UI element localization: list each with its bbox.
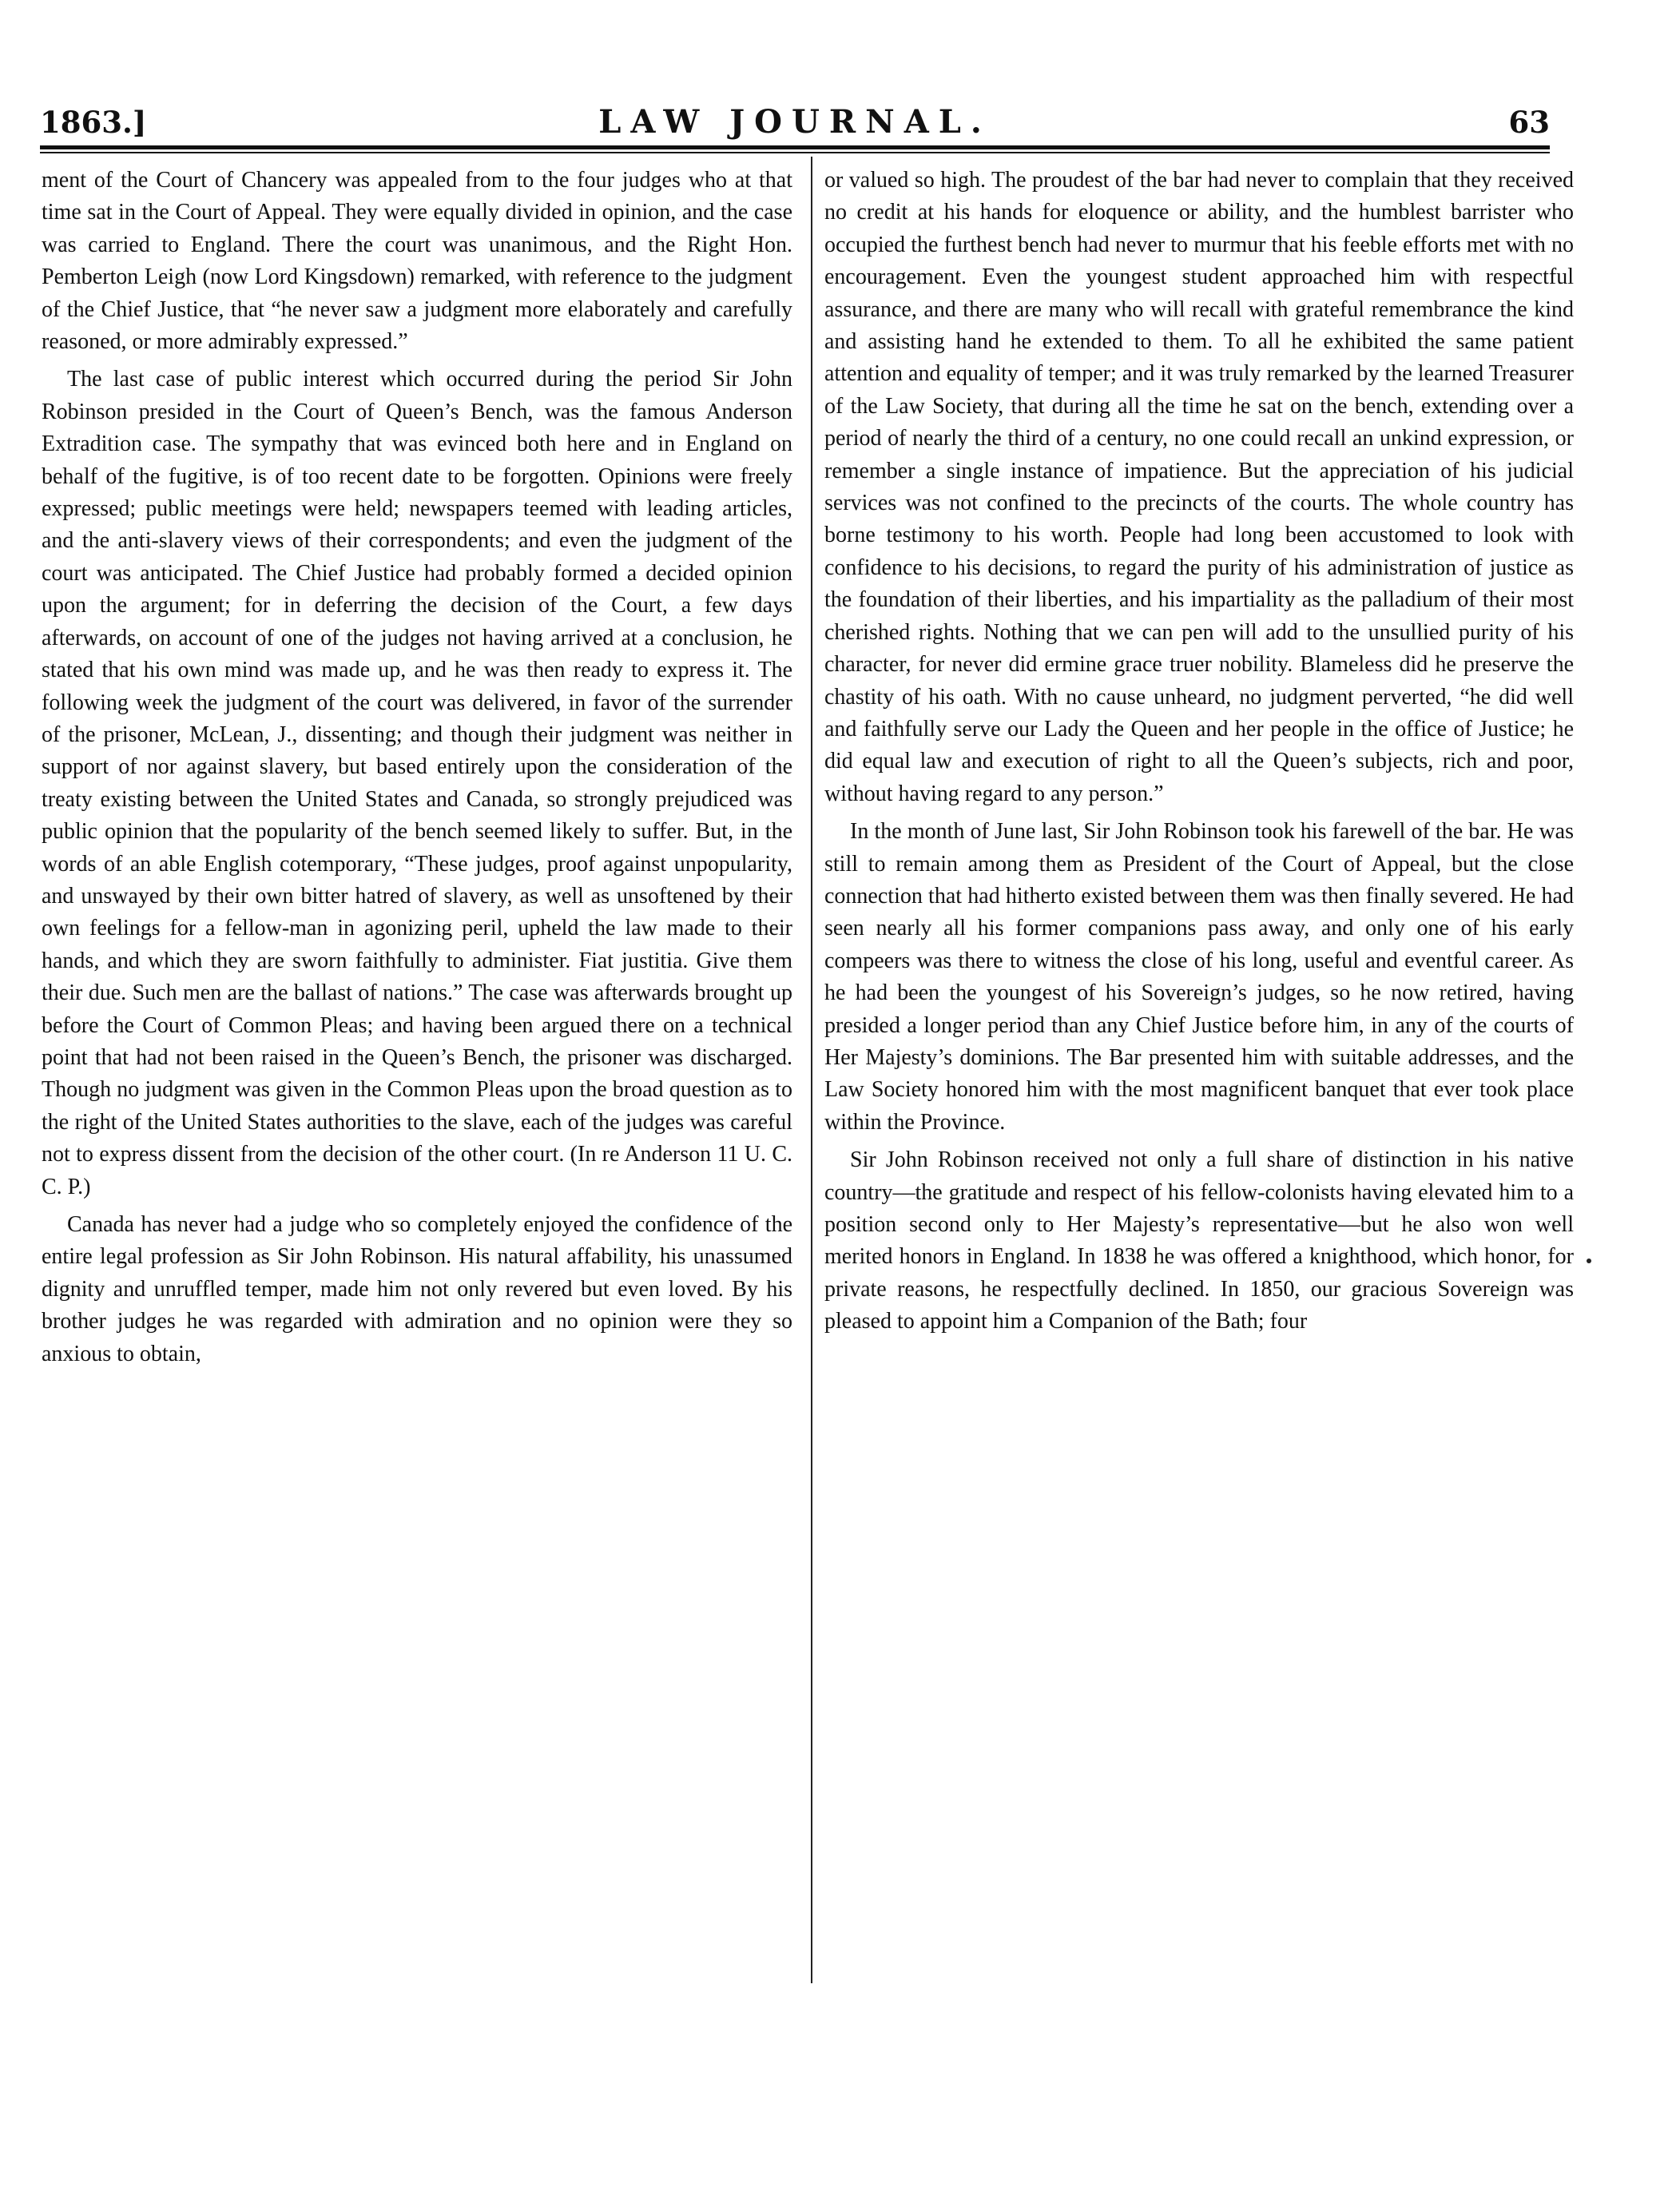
header-year: 1863.]: [40, 105, 147, 140]
running-header: [40, 102, 1550, 142]
column-divider: [811, 157, 812, 1983]
print-speck: [1587, 1259, 1591, 1263]
right-column: [824, 165, 1574, 1344]
paragraph: or valued so high. The proudest of the bar had never to complain that they received no credit at his hands for eloquence or ability, and the humblest barrister who occupied the furthest bench had never to murmur that his feeble efforts met with no encouragement. Even the youngest student approached him with respectful assurance, and there are many who will recall with grateful remembrance the kind and assisting hand he extended to them. To all he exhibited the same patient attention and equality of temper; and it was truly remarked by the learned Treasurer of the Law Society, that during all the time he sat on the bench, extending over a period of nearly the third of a century, no one could recall an unkind expression, or remember a single instance of impatience. But the appreciation of his judicial services was not confined to the precincts of the courts. The whole country has borne testimony to his worth. People had long been accustomed to look with confidence to his decisions, to regard the purity of his administration of justice as the foundation of their liberties, and his impartiality as the palladium of their most cherished rights. Nothing that we can pen will add to the unsullied purity of his character, for never did ermine grace truer nobility. Blameless did he preserve the chastity of his oath. With no cause unheard, no judgment perverted, “he did well and faithfully serve our Lady the Queen and her people in the office of Justice; he did equal law and execution of right to all the Queen’s subjects, rich and poor, without having regard to any person.”: [824, 168, 1574, 806]
header-rule-thick: [40, 145, 1550, 149]
paragraph: The last case of public interest which occurred during the period Sir John Robinson presided in the Court of Queen’s Bench, was the famous Anderson Extradition case. The sympathy that was evinced both here and in England on behalf of the fugitive, is of too recent date to be forgotten. Opinions were freely expressed; public meetings were held; newspapers teemed with leading articles, and the anti-slavery views of their correspondents; and even the judgment of the court was anticipated. The Chief Justice had probably formed a decided opinion upon the argument; for in deferring the decision of the Court, a few days afterwards, on account of one of the judges not having arrived at a conclusion, he stated that his own mind was made up, and he was then ready to express it. The following week the judgment of the court was delivered, in favor of the surrender of the prisoner, McLean, J., dissenting; and though their judgment was neither in support of nor against slavery, but based entirely upon the consideration of the treaty existing between the United States and Canada, so strongly prejudiced was public opinion that the popularity of the bench seemed likely to suffer. But, in the words of an able English cotemporary, “These judges, proof against unpopularity, and unswayed by their own bitter hatred of slavery, as well as unsoftened by their own feelings for a fellow-man in agonizing peril, upheld the law made to their hands, and which they are sworn faithfully to administer. Fiat justitia. Give them their due. Such men are the ballast of nations.” The case was afterwards brought up before the Court of Common Pleas; and having been argued there on a technical point that had not been raised in the Queen’s Bench, the prisoner was discharged. Though no judgment was given in the Common Pleas upon the broad question as to the right of the United States authorities to the slave, each of the judges was careful not to express dissent from the decision of the other court. (In re Anderson 11 U. C. C. P.): [42, 367, 792, 1199]
paragraph: In the month of June last, Sir John Robinson took his farewell of the bar. He was still to remain among them as President of the Court of Appeal, but the close connection that had hitherto existed between them was then finally severed. He had seen nearly all his former companions pass away, and only one of his early compeers was there to witness the close of his long, useful and eventful career. As he had been the youngest of his Sovereign’s judges, so he now retired, having presided a longer period than any Chief Justice before him, in any of the courts of Her Majesty’s dominions. The Bar presented him with suitable addresses, and the Law Society honored him with the most magnificent banquet that ever took place within the Province.: [824, 819, 1574, 1135]
header-rule-thin: [40, 152, 1550, 153]
left-column: [42, 165, 792, 1376]
paragraph: Sir John Robinson received not only a full share of distinction in his native country—the gratitude and respect of his fellow-colonists having elevated him to a position second only to Her Majesty’s representative—but he also won well merited honors in England. In 1838 he was offered a knighthood, which honor, for private reasons, he respectfully declined. In 1850, our gracious Sovereign was pleased to appoint him a Companion of the Bath; four: [824, 1147, 1574, 1334]
paragraph: Canada has never had a judge who so completely enjoyed the confidence of the entire legal profession as Sir John Robinson. His natural affability, his unassumed dignity and unruffled temper, made him not only revered but even loved. By his brother judges he was regarded with admiration and no opinion were they so anxious to obtain,: [42, 1212, 792, 1366]
journal-title: LAW JOURNAL.: [598, 103, 991, 141]
paragraph: ment of the Court of Chancery was appealed from to the four judges who at that time sat in the Court of Appeal. They were equally divided in opinion, and the case was carried to England. There the court was unanimous, and the Right Hon. Pemberton Leigh (now Lord Kingsdown) remarked, with reference to the judgment of the Chief Justice, that “he never saw a judgment more elaborately and carefully reasoned, or more admirably expressed.”: [42, 168, 792, 355]
page-number: 63: [1508, 105, 1550, 140]
